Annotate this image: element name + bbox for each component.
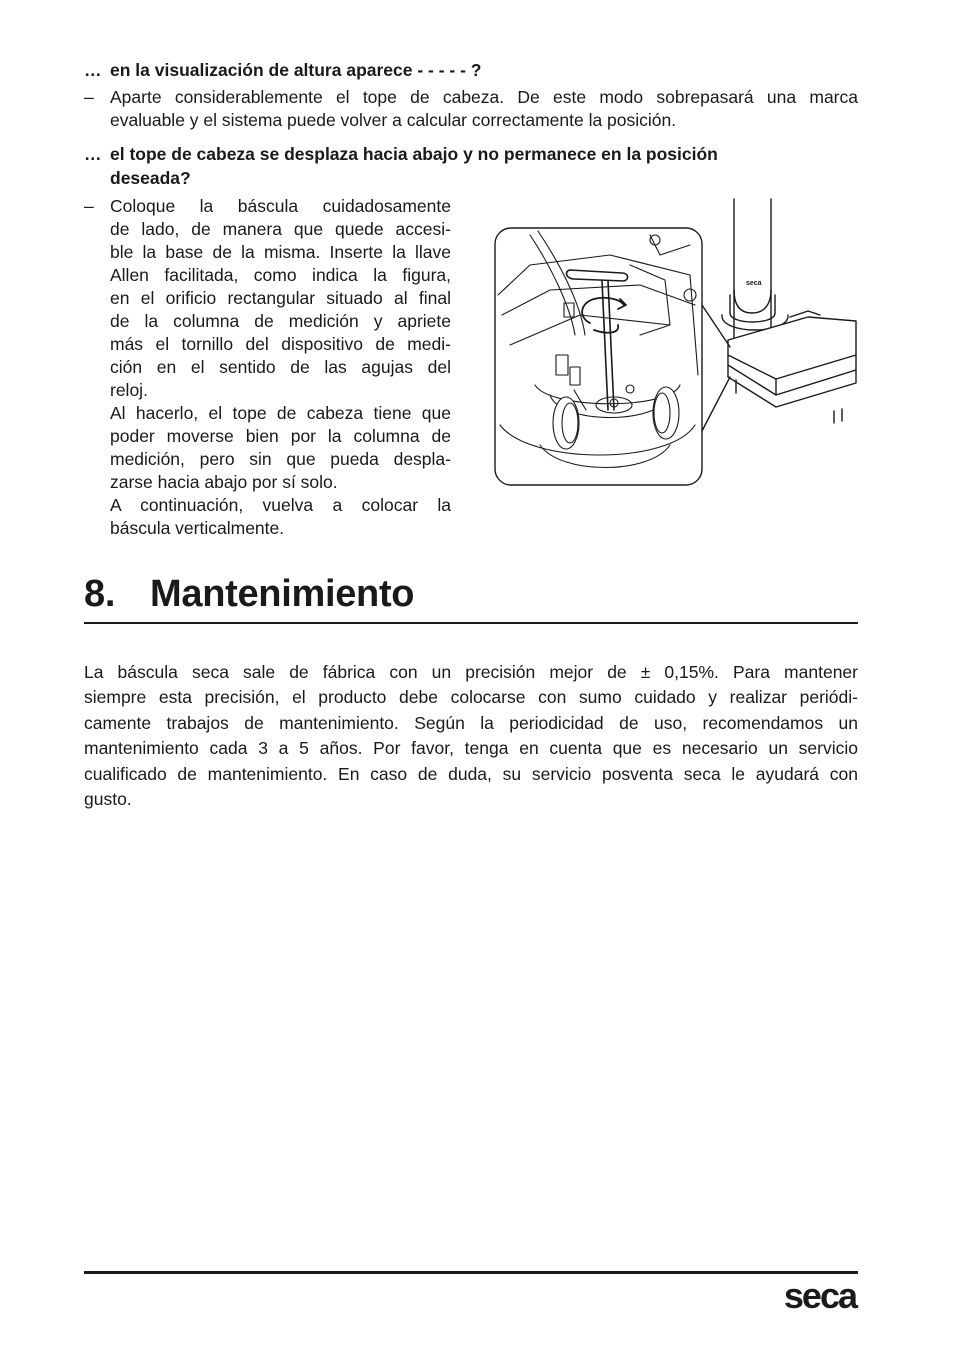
- answer-2: [110, 195, 451, 540]
- answer-2-line: Allen facilitada, como indica la figura,: [110, 265, 451, 285]
- section-number: 8.: [84, 573, 116, 615]
- ellipsis-marker: …: [84, 60, 102, 80]
- answer-2-line: en el orificio rectangular situado al final: [110, 288, 451, 308]
- question-2-title-line1: el tope de cabeza se desplaza hacia abajo y no permanece en la posición: [110, 144, 718, 164]
- question-1-heading: [84, 58, 859, 82]
- section-body: [84, 660, 858, 812]
- answer-2-line: ción en el sentido de las agujas del: [110, 357, 451, 377]
- answer-2-line: medición, pero sin que pueda despla-: [110, 449, 451, 469]
- answer-1-line: evaluable y el sistema puede volver a calcular correctamente la posición.: [110, 110, 677, 130]
- leader-line: [702, 305, 730, 347]
- section-heading: [84, 570, 414, 618]
- scale-column-drawing: [722, 199, 856, 423]
- answer-2-line: Coloque la báscula cuidadosamente: [110, 196, 451, 216]
- brand-logo: seca: [783, 1275, 856, 1316]
- section-title: Mantenimiento: [150, 573, 415, 615]
- footer-rule: [84, 1271, 858, 1274]
- ellipsis-marker: …: [84, 144, 102, 164]
- leader-line: [702, 377, 730, 431]
- detail-frame: [495, 228, 702, 485]
- answer-2-line: zarse hacia abajo por sí solo.: [110, 472, 338, 492]
- body-line: La báscula seca sale de fábrica con un precisión mejor de ± 0,15%. Para mantener: [84, 662, 858, 682]
- question-1-title: en la visualización de altura aparece - - - - - ?: [110, 60, 482, 80]
- body-line: mantenimiento cada 3 a 5 años. Por favor, tenga en cuenta que es necesario un servicio: [84, 738, 858, 759]
- body-line: camente trabajos de mantenimiento. Según la periodicidad de uso, recomendamos un: [84, 712, 858, 733]
- answer-1-dash: –: [84, 87, 94, 107]
- answer-2-line: reloj.: [110, 380, 148, 400]
- answer-2-line: de la columna de medición y apriete: [110, 311, 451, 331]
- body-line: gusto.: [84, 789, 132, 810]
- answer-2-line: A continuación, vuelva a colocar la: [110, 495, 451, 515]
- body-line: siempre esta precisión, el producto debe colocarse con sumo cuidado y realizar periódi-: [84, 687, 858, 708]
- answer-2-line: báscula verticalmente.: [110, 518, 285, 538]
- answer-1: [110, 86, 858, 132]
- question-2-heading: [84, 142, 859, 190]
- answer-2-line: Al hacerlo, el tope de cabeza tiene que: [110, 403, 451, 423]
- answer-2-line: poder moverse bien por la columna de: [110, 426, 451, 446]
- heading-rule: [84, 622, 858, 624]
- body-line: cualificado de mantenimiento. En caso de duda, su servicio posventa seca le ayudará con: [84, 763, 858, 784]
- column-brand-label: seca: [746, 280, 762, 287]
- answer-2-dash: –: [84, 196, 94, 216]
- answer-2-line: de lado, de manera que quede accesi-: [110, 219, 451, 239]
- allen-key-illustration: [490, 195, 860, 495]
- answer-1-line: Aparte considerablemente el tope de cabeza. De este modo sobrepasará una marca: [110, 87, 858, 107]
- answer-2-line: más el tornillo del dispositivo de medi-: [110, 334, 451, 354]
- answer-2-line: ble la base de la misma. Inserte la llave: [110, 242, 451, 262]
- question-2-title-line2: deseada?: [110, 168, 191, 188]
